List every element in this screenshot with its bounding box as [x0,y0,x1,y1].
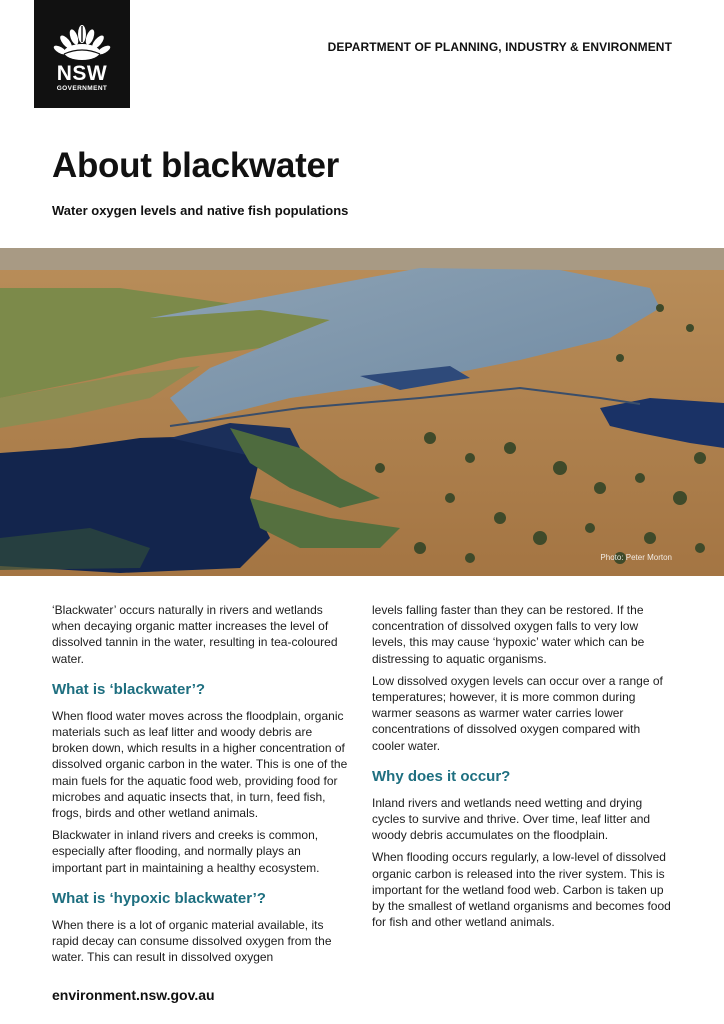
intro-paragraph: ‘Blackwater’ occurs naturally in rivers and wetlands when decaying organic matter increases the level of dissolved tannin in the water, resulting in tea-coloured water. [52,603,338,666]
waratah-icon [52,24,112,64]
heading-why-does-it-occur: Why does it occur? [372,767,511,785]
department-name: DEPARTMENT OF PLANNING, INDUSTRY & ENVIRONMENT [327,40,672,54]
page-subtitle: Water oxygen levels and native fish populations [52,203,349,218]
aerial-wetland-photo [0,248,724,576]
left-column [52,602,348,971]
page-title: About blackwater [52,146,339,185]
paragraph: When flood water moves across the floodplain, organic materials such as leaf litter and woody debris are broken down, which results in a higher concentration of dissolved organic carbon in the water. This is one of the main fuels for the aquatic food web, providing food for microbes and aquatic insects that, in turn, feed fish, frogs, birds and other wetland animals. [52,708,348,821]
paragraph: Blackwater in inland rivers and creeks is common, especially after flooding, and normally plays an important part in maintaining a healthy ecosystem. [52,828,320,875]
heading-what-is-blackwater: What is ‘blackwater’? [52,680,206,698]
paragraph: Low dissolved oxygen levels can occur over a range of temperatures; however, it is more common during warmer seasons as warmer water carries lower concentrations of dissolved oxygen compared with cooler water. [372,673,663,753]
heading-what-is-hypoxic-blackwater: What is ‘hypoxic blackwater’? [52,889,266,907]
logo-government-text: GOVERNMENT [56,85,108,92]
footer-website-link[interactable]: environment.nsw.gov.au [52,987,215,1003]
nsw-government-logo [34,0,130,108]
photo-credit: Photo: Peter Morton [600,553,672,562]
right-column [372,602,674,936]
paragraph: Inland rivers and wetlands need wetting and drying cycles to survive and thrive. Over time, leaf litter and woody debris accumulates on the floodplain. [372,795,651,843]
paragraph: When there is a lot of organic material available, its rapid decay can consume dissolved oxygen from the water. This can result in dissolved oxygen [52,917,332,965]
logo-nsw-text: NSW [56,62,108,85]
paragraph: When flooding occurs regularly, a low-level of dissolved organic carbon is released into the river system. This is important for the wetland food web. Carbon is taken up by the smallest of wetland organisms and becomes food for fish and other wetland animals. [372,850,671,930]
paragraph: levels falling faster than they can be restored. If the concentration of dissolved oxygen falls to very low levels, this may cause ‘hypoxic’ water which can be distressing to aquatic organisms. [372,603,645,666]
